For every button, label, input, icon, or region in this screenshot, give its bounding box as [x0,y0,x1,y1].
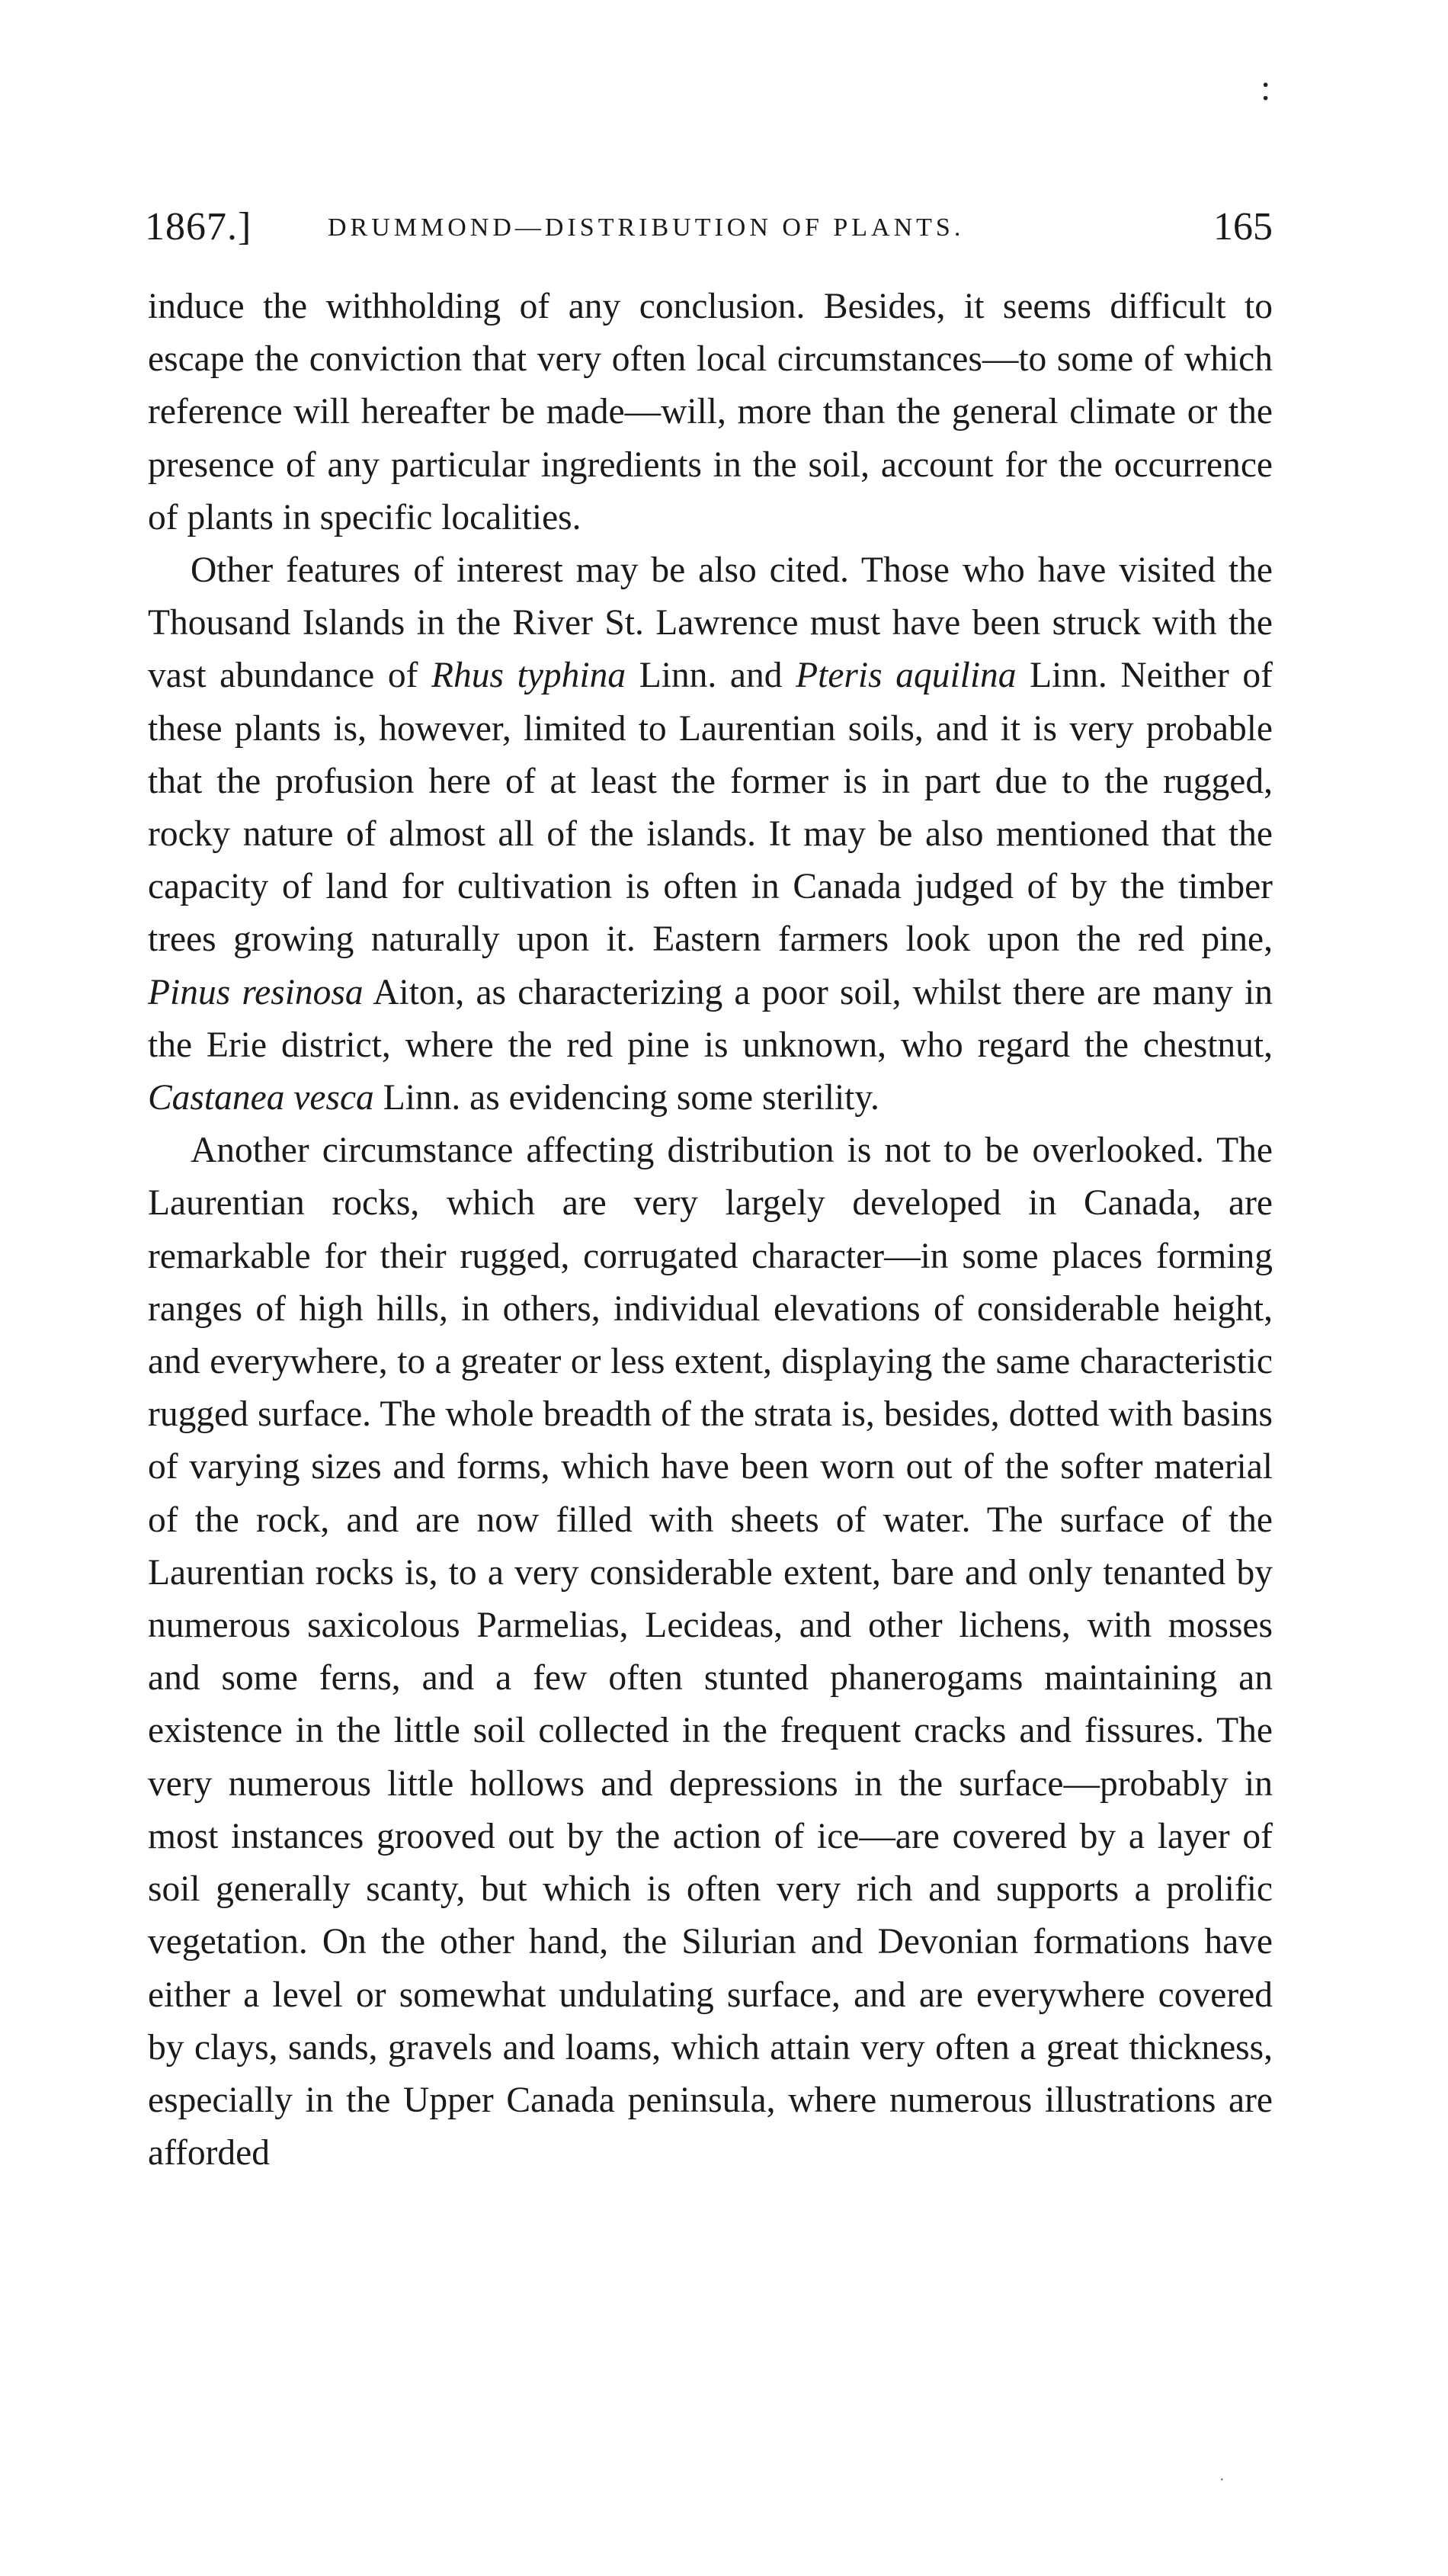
paragraph-1: induce the withholding of any conclusion. Besides, it seems difficult to escape the conviction that very often local circumstances—to some of which reference will hereafter be made—will, more than the general climate or the presence of any particular ingredients in the soil, account for the occurrence of plants in specific localities. [148,287,1273,537]
scan-speck: · [1219,2472,1225,2488]
paragraph-2-text-1: Other features of interest may be also cited. Those who have visited the Thousand Islands in the River St. Lawrence must have been struck with the vast abundance of [148,550,1273,696]
species-name-rhus-typhina: Rhus typhina [431,656,626,696]
paragraph-2 [148,544,1273,1124]
corner-mark: : [1261,68,1271,108]
paragraph-3: Another circumstance affecting distribution is not to be overlooked. The Laurentian rocks, which are very largely developed in Canada, are remarkable for their rugged, corrugated character—in some places forming ranges of high hills, in others, individual elevations of considerable height, and everywhere, to a greater or less extent, displaying the same characteristic rugged surface. The whole breadth of the strata is, besides, dotted with basins of varying sizes and forms, which have been worn out of the softer material of the rock, and are now filled with sheets of water. The surface of the Laurentian rocks is, to a very considerable extent, bare and only tenanted by numerous saxicolous Parmelias, Lecideas, and other lichens, with mosses and some ferns, and a few often stunted phanerogams maintaining an existence in the little soil collected in the frequent cracks and fissures. The very numerous little hollows and depressions in the surface—probably in most instances grooved out by the action of ice—are covered by a layer of soil generally scanty, but which is often very rich and supports a prolific vegetation. On the other hand, the Silurian and Devonian formations have either a level or somewhat undulating surface, and are everywhere covered by clays, sands, gravels and loams, which attain very often a great thickness, especially in the Upper Canada peninsula, where numerous illustrations are afforded [148,1131,1273,2173]
body-text [148,281,1273,2180]
running-head [145,204,1273,258]
species-name-pinus-resinosa: Pinus resinosa [148,972,364,1012]
paragraph-2-text-2: Linn. and [626,656,796,696]
species-name-pteris-aquilina: Pteris aquilina [796,656,1017,696]
paragraph-2-text-4: Aiton, as characterizing a poor soil, whilst there are many in the Erie district, where the red pine is unknown, who regard the chestnut, [148,972,1273,1065]
running-head-year: 1867.] [145,205,252,249]
species-name-castanea-vesca: Castanea vesca [148,1078,374,1118]
paragraph-2-text-3: Linn. Neither of these plants is, however, limited to Laurentian soils, and it is very probable that the profusion here of at least the former is in part due to the rugged, rocky nature of almost all of the islands. It may be also mentioned that the capacity of land for cultivation is often in Canada judged of by the timber trees growing naturally upon it. Eastern farmers look upon the red pine, [148,656,1273,960]
paragraph-2-text-5: Linn. as evidencing some sterility. [373,1078,879,1118]
page-number: 165 [1213,205,1273,249]
running-head-title: DRUMMOND—DISTRIBUTION OF PLANTS. [328,213,965,242]
